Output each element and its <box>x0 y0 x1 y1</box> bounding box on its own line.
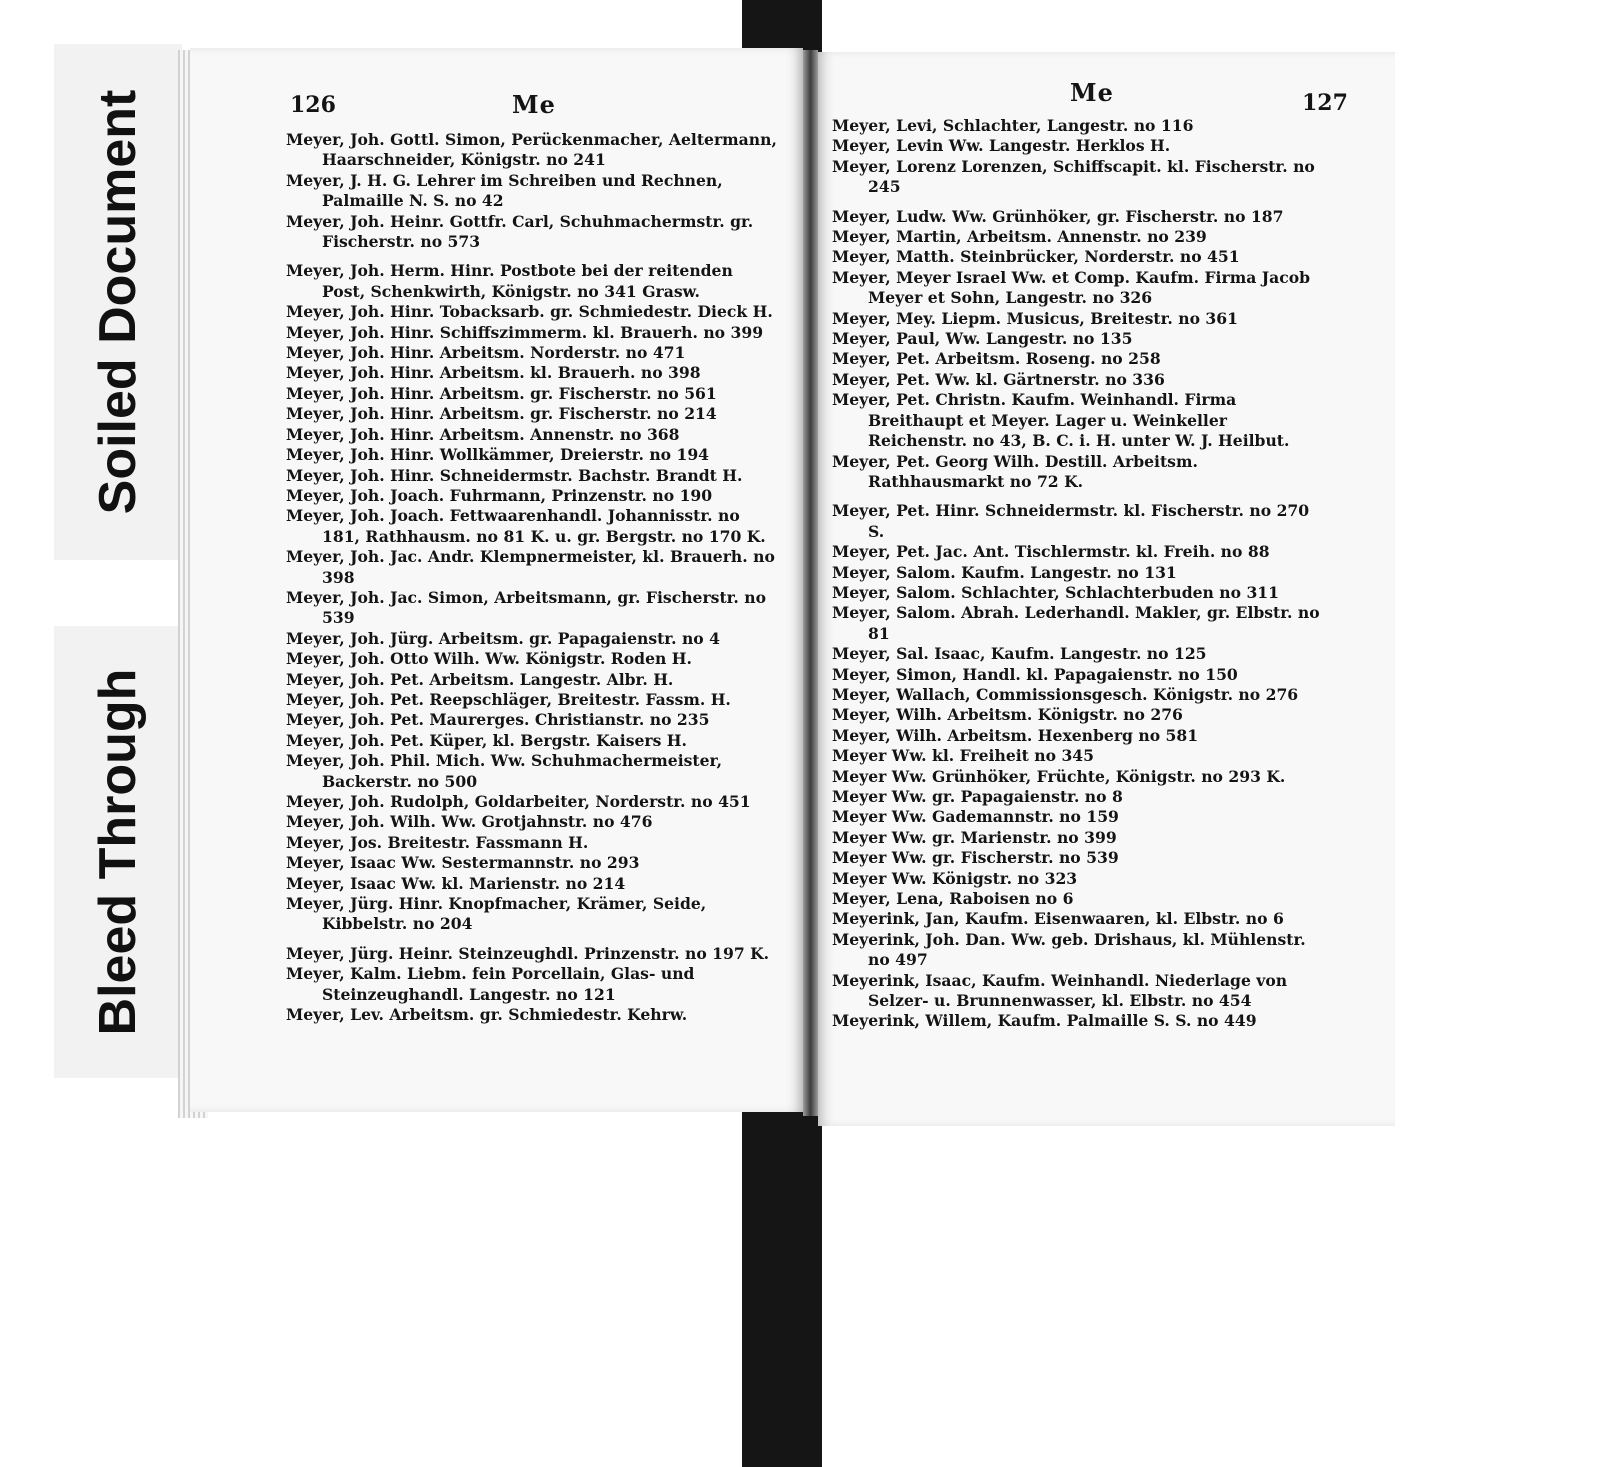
bookmark-ribbon-bottom <box>742 1092 822 1467</box>
soiled-document-text: Soiled Document <box>89 89 147 515</box>
directory-entry: Meyer, Ludw. Ww. Grünhöker, gr. Fischerstr. no 187 <box>832 206 1284 226</box>
bleed-through-text: Bleed Through <box>89 668 147 1036</box>
directory-entry: Meyer, Joh. Pet. Küper, kl. Bergstr. Kaisers H. <box>286 730 687 750</box>
left-page-number: 126 <box>290 92 336 118</box>
directory-entry: Meyer, Joh. Hinr. Schiffszimmerm. kl. Brauerh. no 399 <box>286 322 764 342</box>
directory-entry: Meyer Ww. Gademannstr. no 159 <box>832 807 1119 827</box>
directory-entry: Meyer, Joh. Joach. Fettwaarenhandl. Johannisstr. no 181, Rathhausm. no 81 K. u. gr. Bergstr. no 170 K. <box>286 506 766 546</box>
directory-entry: Meyer, Joh. Hinr. Arbeitsm. Norderstr. no 471 <box>286 343 686 363</box>
directory-entry: Meyer, Joh. Pet. Maurerges. Christianstr. no 235 <box>286 710 710 730</box>
directory-entry: Meyer, Simon, Handl. kl. Papagaienstr. no 150 <box>832 664 1238 684</box>
directory-entry: Meyer, Joh. Pet. Reepschläger, Breitestr. Fassm. H. <box>286 689 731 709</box>
directory-entry: Meyer Ww. Grünhöker, Früchte, Königstr. no 293 K. <box>832 766 1286 786</box>
directory-entry: Meyer, Sal. Isaac, Kaufm. Langestr. no 125 <box>832 644 1207 664</box>
directory-entry: Meyer, Joh. Jac. Andr. Klempnermeister, kl. Brauerh. no 398 <box>286 547 775 587</box>
directory-entry: Meyer, Mey. Liepm. Musicus, Breitestr. no 361 <box>832 308 1238 328</box>
directory-entry: Meyer Ww. gr. Papagaienstr. no 8 <box>832 787 1123 806</box>
directory-entry: Meyerink, Willem, Kaufm. Palmaille S. S. no 449 <box>832 1011 1257 1031</box>
directory-entry: Meyer, Joh. Joach. Fuhrmann, Prinzenstr. no 190 <box>286 485 713 505</box>
directory-entry: Meyer, Joh. Hinr. Tobacksarb. gr. Schmiedestr. Dieck H. <box>286 302 773 322</box>
bleed-through-label <box>54 626 182 1078</box>
directory-entry: Meyer, Isaac Ww. kl. Marienstr. no 214 <box>286 873 626 893</box>
soiled-document-label <box>54 44 182 560</box>
directory-entry: Meyer Ww. gr. Marienstr. no 399 <box>832 827 1117 847</box>
directory-entry: Meyer, Jürg. Heinr. Steinzeughdl. Prinzenstr. no 197 K. <box>286 943 770 963</box>
directory-entry: Meyer, Joh. Hinr. Wollkämmer, Dreierstr. no 194 <box>286 445 710 465</box>
directory-entry: Meyer, Salom. Kaufm. Langestr. no 131 <box>832 562 1177 582</box>
directory-entry: Meyer, Isaac Ww. Sestermannstr. no 293 <box>286 853 640 873</box>
directory-entry: Meyer Ww. Königstr. no 323 <box>832 868 1078 888</box>
directory-entry: Meyerink, Isaac, Kaufm. Weinhandl. Niederlage von Selzer- u. Brunnenwasser, kl. Elbstr. no 454 <box>832 970 1288 1011</box>
directory-entry: Meyer, Wallach, Commissionsgesch. Königstr. no 276 <box>832 684 1299 704</box>
directory-entry: Meyer, Jürg. Hinr. Knopfmacher, Krämer, Seide, Kibbelstr. no 204 <box>286 894 707 934</box>
directory-entry: Meyer, Matth. Steinbrücker, Norderstr. no 451 <box>832 247 1240 267</box>
directory-entry: Meyer Ww. gr. Fischerstr. no 539 <box>832 848 1119 868</box>
directory-entry: Meyer, Joh. Hinr. Arbeitsm. kl. Brauerh. no 398 <box>286 363 701 383</box>
right-entry-list <box>832 116 1328 1032</box>
directory-entry: Meyer, Joh. Rudolph, Goldarbeiter, Norderstr. no 451 <box>286 792 751 811</box>
left-page <box>190 48 803 1112</box>
directory-entry: Meyer, Meyer Israel Ww. et Comp. Kaufm. Firma Jacob Meyer et Sohn, Langestr. no 326 <box>832 267 1311 308</box>
right-running-head: Me <box>1070 78 1114 107</box>
directory-entry: Meyer, Pet. Arbeitsm. Roseng. no 258 <box>832 349 1161 369</box>
directory-entry: Meyer, Wilh. Arbeitsm. Hexenberg no 581 <box>832 725 1199 745</box>
directory-entry: Meyer, Pet. Jac. Ant. Tischlermstr. kl. Freih. no 88 <box>832 542 1270 562</box>
directory-entry: Meyer, Salom. Abrah. Lederhandl. Makler, gr. Elbstr. no 81 <box>832 603 1320 643</box>
directory-entry: Meyer, Wilh. Arbeitsm. Königstr. no 276 <box>832 705 1183 725</box>
left-entry-list <box>286 130 780 1025</box>
directory-entry: Meyer, Joh. Heinr. Gottfr. Carl, Schuhmachermstr. gr. Fischerstr. no 573 <box>286 211 754 252</box>
directory-entry: Meyer, Levin Ww. Langestr. Herklos H. <box>832 136 1171 156</box>
directory-entry: Meyer Ww. kl. Freiheit no 345 <box>832 746 1095 766</box>
directory-entry: Meyer, Joh. Pet. Arbeitsm. Langestr. Albr. H. <box>286 669 674 689</box>
directory-entry: Meyer, Joh. Hinr. Arbeitsm. gr. Fischerstr. no 214 <box>286 404 717 424</box>
directory-entry: Meyer, Joh. Herm. Hinr. Postbote bei der reitenden Post, Schenkwirth, Königstr. no 341 Grasw. <box>286 261 733 301</box>
directory-entry: Meyer, Joh. Otto Wilh. Ww. Königstr. Roden H. <box>286 649 692 669</box>
directory-entry: Meyer, Levi, Schlachter, Langestr. no 116 <box>832 116 1194 135</box>
directory-entry: Meyer, J. H. G. Lehrer im Schreiben und Rechnen, Palmaille N. S. no 42 <box>286 170 723 211</box>
directory-entry: Meyer, Lena, Raboisen no 6 <box>832 889 1074 909</box>
left-running-head: Me <box>512 90 556 119</box>
directory-entry: Meyer, Pet. Georg Wilh. Destill. Arbeitsm. Rathhausmarkt no 72 K. <box>832 451 1198 491</box>
directory-entry: Meyer, Joh. Phil. Mich. Ww. Schuhmachermeister, Backerstr. no 500 <box>286 751 723 791</box>
directory-entry: Meyer, Joh. Gottl. Simon, Perückenmacher, Aeltermann, Haarschneider, Königstr. no 241 <box>286 130 777 170</box>
directory-entry: Meyerink, Jan, Kaufm. Eisenwaaren, kl. Elbstr. no 6 <box>832 909 1284 929</box>
right-page <box>818 52 1395 1126</box>
book-gutter <box>803 50 818 1116</box>
directory-entry: Meyer, Pet. Ww. kl. Gärtnerstr. no 336 <box>832 369 1165 389</box>
right-page-number: 127 <box>1302 90 1348 116</box>
directory-entry: Meyerink, Joh. Dan. Ww. geb. Drishaus, kl. Mühlenstr. no 497 <box>832 929 1306 970</box>
directory-entry: Meyer, Jos. Breitestr. Fassmann H. <box>286 832 589 852</box>
directory-entry: Meyer, Pet. Hinr. Schneidermstr. kl. Fischerstr. no 270 S. <box>832 501 1310 541</box>
bookmark-ribbon-top <box>742 0 822 54</box>
directory-entry: Meyer, Joh. Jac. Simon, Arbeitsmann, gr. Fischerstr. no 539 <box>286 587 767 628</box>
directory-entry: Meyer, Joh. Hinr. Arbeitsm. Annenstr. no 368 <box>286 424 680 444</box>
directory-entry: Meyer, Lev. Arbeitsm. gr. Schmiedestr. Kehrw. <box>286 1005 688 1025</box>
directory-entry: Meyer, Lorenz Lorenzen, Schiffscapit. kl. Fischerstr. no 245 <box>832 156 1315 197</box>
directory-entry: Meyer, Joh. Hinr. Schneidermstr. Bachstr. Brandt H. <box>286 465 743 485</box>
directory-entry: Meyer, Joh. Jürg. Arbeitsm. gr. Papagaienstr. no 4 <box>286 628 720 648</box>
directory-entry: Meyer, Martin, Arbeitsm. Annenstr. no 239 <box>832 227 1207 247</box>
directory-entry: Meyer, Pet. Christn. Kaufm. Weinhandl. Firma Breithaupt et Meyer. Lager u. Weinkeller Reichenstr. no 43, B. C. i. H. unter W. J. Heilbut. <box>832 390 1290 451</box>
directory-entry: Meyer, Joh. Hinr. Arbeitsm. gr. Fischerstr. no 561 <box>286 383 717 403</box>
directory-entry: Meyer, Kalm. Liebm. fein Porcellain, Glas- und Steinzeughandl. Langestr. no 121 <box>286 964 695 1004</box>
directory-entry: Meyer, Joh. Wilh. Ww. Grotjahnstr. no 476 <box>286 812 653 832</box>
directory-entry: Meyer, Paul, Ww. Langestr. no 135 <box>832 329 1133 349</box>
directory-entry: Meyer, Salom. Schlachter, Schlachterbuden no 311 <box>832 582 1280 602</box>
